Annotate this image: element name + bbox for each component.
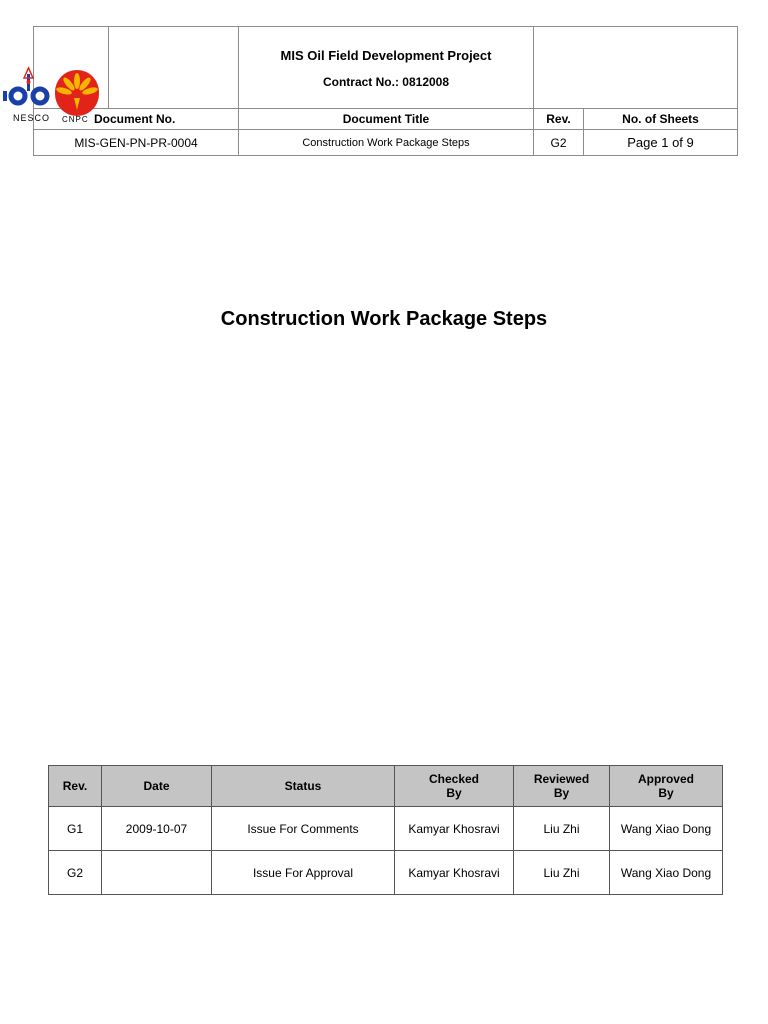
table-row (49, 851, 723, 895)
checked-cell: Kamyar Khosravi (395, 807, 514, 851)
date-cell: 2009-10-07 (102, 807, 212, 851)
page-title: Construction Work Package Steps (220, 308, 548, 330)
document-no-label: Document No. (34, 109, 239, 130)
approved-cell: Wang Xiao Dong (610, 851, 723, 895)
document-title-label: Document Title (239, 109, 534, 130)
revision-table (48, 765, 723, 895)
project-name: MIS Oil Field Development Project (280, 48, 492, 63)
approved-cell: Wang Xiao Dong (610, 807, 723, 851)
status-cell: Issue For Comments (212, 807, 395, 851)
revision-header-row (49, 766, 723, 807)
approved-by-header (610, 766, 723, 807)
reviewed-header-line2: By (553, 786, 570, 800)
document-title-value: Construction Work Package Steps (239, 130, 534, 156)
rev-label: Rev. (534, 109, 584, 130)
checked-header-line1: Checked (428, 772, 480, 786)
checked-cell: Kamyar Khosravi (395, 851, 514, 895)
document-no-value: MIS-GEN-PN-PR-0004 (34, 130, 239, 156)
status-cell: Issue For Approval (212, 851, 395, 895)
rev-cell: G1 (49, 807, 102, 851)
project-cell (239, 27, 534, 109)
rev-value: G2 (534, 130, 584, 156)
document-header-table (33, 26, 738, 156)
status-header: Status (212, 766, 395, 807)
approved-header-line1: Approved (637, 772, 694, 786)
reviewed-cell: Liu Zhi (514, 851, 610, 895)
checked-by-header (395, 766, 514, 807)
reviewed-cell: Liu Zhi (514, 807, 610, 851)
rev-header: Rev. (49, 766, 102, 807)
reviewed-header-line1: Reviewed (533, 772, 590, 786)
approved-header-line2: By (658, 786, 674, 800)
date-cell (102, 851, 212, 895)
blank-cell (534, 27, 738, 109)
rev-cell: G2 (49, 851, 102, 895)
sheets-label: No. of Sheets (584, 109, 738, 130)
reviewed-by-header (514, 766, 610, 807)
table-row (49, 807, 723, 851)
sheets-value: Page 1 of 9 (584, 130, 738, 156)
blank-cell (109, 27, 239, 109)
contract-number: Contract No.: 0812008 (322, 75, 450, 89)
nesco-logo-text: NESCO (13, 113, 51, 123)
checked-header-line2: By (446, 786, 462, 800)
date-header: Date (102, 766, 212, 807)
cnpc-logo-text: CNPC (62, 115, 89, 124)
company-logos (0, 64, 110, 126)
